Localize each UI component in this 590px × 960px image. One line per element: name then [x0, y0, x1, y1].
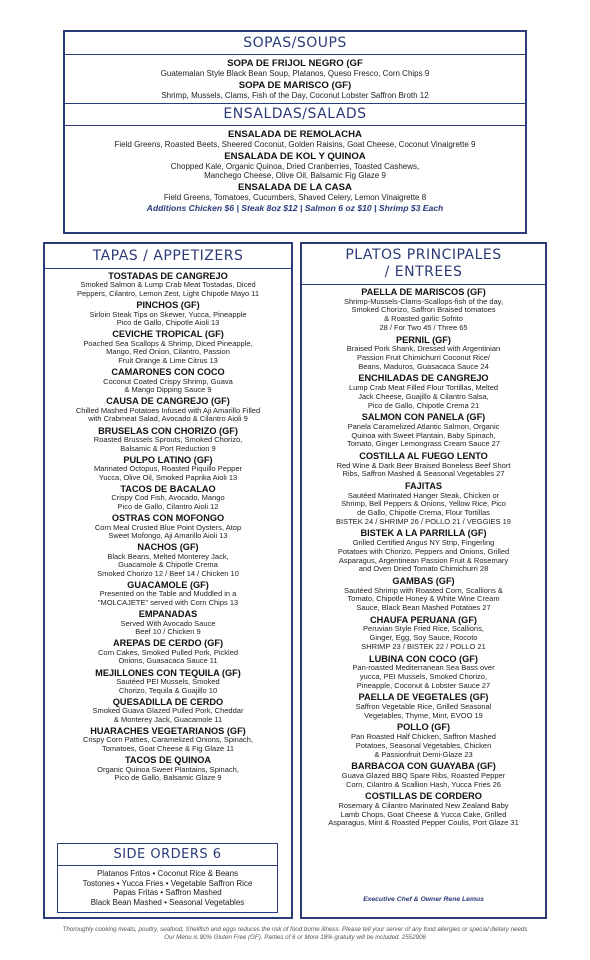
footer-disclaimer: Thoroughly cooking meats, poultry, seafood, Shellfish and eggs reduces the risk of food borne illness. Please tell your server of any food allergies or special dietary needs [62, 926, 528, 933]
menu-item [65, 151, 525, 181]
menu-item-name: SOPA DE MARISCO (GF) [238, 79, 352, 91]
menu-item-name: POLLO (GF) [396, 722, 451, 733]
menu-item [45, 755, 291, 783]
tapas-title: TAPAS / APPETIZERS [92, 248, 244, 264]
tapas-box [43, 242, 293, 919]
menu-item-description: Peruvian Style Fried Rice, Scallions, Ginger, Egg, Soy Sauce, Rocoto SHRIMP 23 / BISTEK 22 / POLLO 21 [361, 624, 486, 652]
menu-item-description: Panela Caramelized Atlantic Salmon, Organic Quinoa with Sweet Plantain, Baby Spinach, Tomato, Ginger Lemongrass Cream Sauce 27 [347, 421, 500, 449]
menu-item-name: QUESADILLA DE CERDO [112, 696, 224, 707]
menu-item-description: Sirloin Steak Tips on Skewer, Yucca, Pineapple Pico de Gallo, Chipotle Aioli 13 [89, 309, 247, 328]
menu-item-description: Field Greens, Tomatoes, Cucumbers, Shaved Celery, Lemon Vinaigrette 8 [163, 192, 427, 202]
menu-item-name: OSTRAS CON MOFONGO [111, 513, 225, 524]
menu-item-name: COSTILLAS DE CORDERO [365, 791, 482, 802]
salads-list [65, 129, 525, 202]
menu-item-name: NACHOS (GF) [137, 542, 199, 553]
menu-item-description: Braised Pork Shank, Dressed with Argentinian Passion Fruit Chimichurri Coconut Rice/ Beans, Maduros, Guasacaca Sauce 24 [346, 344, 501, 371]
menu-item [45, 580, 291, 608]
menu-item [302, 373, 545, 410]
divider [65, 125, 525, 126]
menu-item [45, 329, 291, 365]
menu-item [45, 668, 291, 696]
soups-list [65, 58, 525, 100]
menu-item [65, 58, 525, 79]
side-order-line: Black Bean Mashed • Seasonal Vegetables [90, 897, 245, 907]
menu-item-name: PAELLA DE VEGETALES (GF) [358, 692, 489, 703]
menu-item [302, 692, 545, 720]
menu-item [45, 638, 291, 666]
menu-item-description: Red Wine & Dark Beer Braised Boneless Beef Short Ribs, Saffron Mashed & Seasonal Vegetables 27 [336, 460, 511, 479]
menu-item [302, 481, 545, 527]
menu-item [45, 396, 291, 424]
menu-item-description: Lump Crab Meat Filled Flour Tortillas, Melted Jack Cheese, Guajillo & Cilantro Salsa, Pico de Gallo, Chipotle Crema 21 [348, 382, 499, 410]
menu-item-description: Guava Glazed BBQ Spare Ribs, Roasted Pepper Corn, Cilantro & Scallion Hash, Yucca Fries 26 [341, 770, 506, 789]
menu-item [65, 129, 525, 150]
menu-item-description: Poached Sea Scallops & Shrimp, Diced Pineapple, Mango, Red Onion, Cilantro, Passion Fruit Orange & Lime Citrus 13 [83, 338, 253, 365]
menu-item-description: Smoked Guava Glazed Pulled Pork, Cheddar & Monterey Jack, Guacamole 11 [92, 706, 244, 724]
soups-salads-box [63, 30, 527, 234]
divider [65, 103, 525, 104]
divider [45, 268, 291, 269]
menu-item [302, 576, 545, 613]
menu-item-description: Chilled Mashed Potatoes Infused with Aji Amarillo Filled with Crabmeat Salad, Avocado & Cilantro Aioli 9 [75, 405, 261, 424]
entrees-title-2: / ENTREES [384, 264, 463, 280]
menu-item-description: Field Greens, Roasted Beets, Sheered Coconut, Golden Raisins, Goat Cheese, Coconut Vinaigrette 9 [114, 140, 476, 149]
menu-item-description: Corn Meal Crusted Blue Point Oysters, Atop Sweet Mofongo, Aji Amarillo Aioli 13 [94, 522, 242, 541]
divider [65, 54, 525, 55]
divider [58, 865, 277, 866]
menu-item [45, 609, 291, 637]
menu-item-name: ENCHILADAS DE CANGREJO [358, 373, 489, 384]
salad-additions: Additions Chicken $6 | Steak 8oz $12 | Salmon 6 oz $10 | Shrimp $3 Each [146, 203, 444, 213]
side-order-line: Tostones • Yucca Fries • Vegetable Saffron Rice [82, 878, 253, 888]
menu-item-name: FAJITAS [404, 480, 443, 491]
menu-item-description: Rosemary & Cilantro Marinated New Zealand Baby Lamb Chops, Goat Cheese & Yucca Cake, Grilled Asparagus, Mint & Roasted Pepper Coulis, Port Glaze 31 [328, 800, 519, 828]
menu-item-description: Roasted Brussels Sprouts, Smoked Chorizo, Balsamic & Port Reduction 9 [93, 434, 243, 453]
menu-item [302, 791, 545, 828]
tapas-list [45, 271, 291, 783]
menu-item-name: TACOS DE QUINOA [124, 755, 212, 766]
menu-item [302, 335, 545, 372]
menu-item-description: Sautéed PEI Mussels, Smoked Chorizo, Tequila & Guajillo 10 [116, 677, 220, 695]
menu-item-name: ENSALADA DE KOL Y QUINOA [224, 150, 366, 162]
menu-item [45, 697, 291, 725]
menu-item [45, 455, 291, 483]
menu-item-name: GUACAMOLE (GF) [127, 580, 209, 591]
menu-item-name: PULPO LATINO (GF) [123, 454, 213, 465]
menu-item [302, 722, 545, 759]
entrees-title-1: PLATOS PRINCIPALES [345, 247, 502, 263]
menu-item-name: EMPANADAS [138, 609, 198, 620]
menu-item-name: CHAUFA PERUANA (GF) [369, 614, 477, 625]
divider [302, 284, 545, 285]
menu-item [45, 367, 291, 395]
menu-item [45, 426, 291, 454]
menu-item-name: LUBINA CON COCO (GF) [369, 653, 478, 664]
menu-item [302, 451, 545, 479]
menu-item-name: COSTILLA AL FUEGO LENTO [359, 450, 488, 461]
menu-item-name: BISTEK A LA PARRILLA (GF) [360, 528, 487, 539]
sides-list [58, 869, 277, 907]
menu-item-name: PINCHOS (GF) [136, 300, 200, 311]
menu-item-name: TACOS DE BACALAO [120, 483, 216, 494]
menu-item-name: GAMBAS (GF) [392, 576, 455, 587]
menu-item-name: MEJILLONES CON TEQUILA (GF) [95, 667, 241, 678]
menu-item-name: SOPA DE FRIJOL NEGRO (GF [227, 58, 363, 69]
menu-item-name: TOSTADAS DE CANGREJO [108, 271, 228, 281]
menu-item [65, 182, 525, 203]
menu-item-description: Pan Roasted Half Chicken, Saffron Mashed Potatoes, Seasonal Vegetables, Chicken & Passionfruit Demi-Glaze 23 [351, 731, 496, 759]
menu-item-description: Smoked Salmon & Lump Crab Meat Tostadas, Diced Peppers, Cilantro, Lemon Zest, Light Chipotle Mayo 11 [76, 280, 260, 298]
menu-item-name: BRUSELAS CON CHORIZO (GF) [98, 425, 238, 436]
menu-item [302, 287, 545, 333]
menu-item-name: ENSALADA DE REMOLACHA [228, 129, 362, 140]
footer-notes: Our Menu is 90% Gluten Free (GF). Parties of 6 or More 18% gratuity will be included. 2552906 [164, 934, 426, 941]
sides-box [57, 843, 278, 913]
salads-title: ENSALDAS/SALADS [223, 106, 367, 122]
menu-item-description: Corn Cakes, Smoked Pulled Pork, Pickled Onions, Guasacaca Sauce 11 [97, 647, 239, 666]
menu-item-name: PAELLA DE MARISCOS (GF) [361, 287, 486, 297]
menu-item-name: SALMON CON PANELA (GF) [361, 412, 486, 423]
menu-item-description: Shrimp, Mussels, Clams, Fish of the Day, Coconut Lobster Saffron Broth 12 [161, 90, 429, 100]
menu-item-description: Presented on the Table and Muddled in a "MOLCAJETE" served with Corn Chips 13 [97, 589, 239, 608]
menu-item [302, 615, 545, 652]
menu-item-description: Served With Avocado Sauce Beef 10 / Chicken 9 [120, 618, 216, 637]
menu-item-name: CAMARONES CON COCO [111, 367, 225, 378]
menu-item-description: Crispy Cod Fish, Avocado, Mango Pico de Gallo, Cilantro Aioli 12 [111, 493, 225, 511]
side-order-line: Papas Fritas • Saffron Mashed [113, 888, 222, 898]
menu-item [45, 726, 291, 754]
entrees-box [300, 242, 547, 919]
menu-item [45, 484, 291, 512]
menu-item-name: CEVICHE TROPICAL (GF) [112, 329, 224, 340]
menu-item-description: Coconut Coated Crispy Shrimp, Guava & Mango Dipping Sauce 9 [103, 376, 233, 395]
menu-item-name: HUARACHES VEGETARIANOS (GF) [90, 726, 246, 736]
side-order-line: Platanos Fritos • Coconut Rice & Beans [96, 869, 239, 878]
menu-item-description: Organic Quinoa Sweet Plantains, Spinach, Pico de Gallo, Balsamic Glaze 9 [97, 764, 239, 783]
menu-item-description: Sautéed Marinated Hanger Steak, Chicken or Shrimp, Bell Peppers & Onions, Yellow Rice, Pico de Gallo, Chipotle Crema, Flour Tortillas BISTEK 24 / SHRIMP 26 / POLLO 21 / VEGGIES 19 [336, 490, 511, 526]
menu-item [45, 542, 291, 578]
menu-item [45, 513, 291, 541]
menu-item-name: AREPAS DE CERDO (GF) [112, 638, 224, 649]
entrees-list [302, 287, 545, 828]
chef-credit: Executive Chef & Owner Rene Lemus [363, 896, 484, 903]
menu-item-description: Grilled Certified Angus NY Strip, Fingerling Potatoes with Chorizo, Peppers and Onions, Grilled Asparagus, Argentinean Passion Fruit & Rosemary and Oven Dried Tomato Chimichurri 28 [337, 538, 510, 574]
menu-item-description: Marinated Octopus, Roasted Piquillo Pepper Yucca, Olive Oil, Smoked Paprika Aioli 13 [93, 464, 242, 482]
menu-item-name: PERNIL (GF) [396, 334, 451, 345]
menu-item-name: CAUSA DE CANGREJO (GF) [106, 396, 230, 407]
sides-title: SIDE ORDERS 6 [113, 847, 222, 862]
menu-item [65, 80, 525, 101]
menu-item [45, 271, 291, 299]
menu-item-description: Saffron Vegetable Rice, Grilled Seasonal Vegetables, Thyme, Mint, EVOO 19 [355, 702, 492, 720]
menu-item [302, 654, 545, 691]
menu-item-description: Shrimp-Mussels-Clams-Scallops-fish of the day, Smoked Chorizo, Saffron Braised tomatoes & Roasted garlic Sofrito 28 / For Two 45 / Three 65 [343, 296, 504, 332]
menu-item-description: Sautéed Shrimp with Roasted Corn, Scallions & Tomato, Chipotle Honey & White Wine Cream Sauce, Black Bean Mashed Potatoes 27 [344, 585, 503, 613]
menu-item [302, 528, 545, 574]
menu-item-description: Guatemalan Style Black Bean Soup, Platanos, Queso Fresco, Corn Chips 9 [160, 69, 430, 78]
menu-item-description: Black Beans, Melted Monterey Jack, Guacamole & Chipotle Crema Smoked Chorizo 12 / Beef 14 / Chicken 10 [97, 551, 239, 578]
menu-item [302, 412, 545, 449]
menu-item [45, 300, 291, 328]
menu-item [302, 761, 545, 789]
soups-title: SOPAS/SOUPS [243, 35, 347, 51]
menu-item-name: BARBACOA CON GUAYABA (GF) [351, 761, 496, 772]
menu-item-name: ENSALADA DE LA CASA [238, 181, 352, 193]
menu-item-description: Pan-roasted Mediterranean Sea Bass over yucca, PEI Mussels, Smoked Chorizo, Pineapple, Coconut & Lobster Sauce 27 [352, 663, 495, 690]
menu-item-description: Chopped Kale, Organic Quinoa, Dried Cranberries, Toasted Cashews, Manchego Cheese, Olive Oil, Balsamic Fig Glaze 9 [170, 161, 420, 180]
menu-item-description: Crispy Corn Patties, Caramelized Onions, Spinach, Tomatoes, Goat Cheese & Fig Glaze 11 [82, 735, 254, 753]
